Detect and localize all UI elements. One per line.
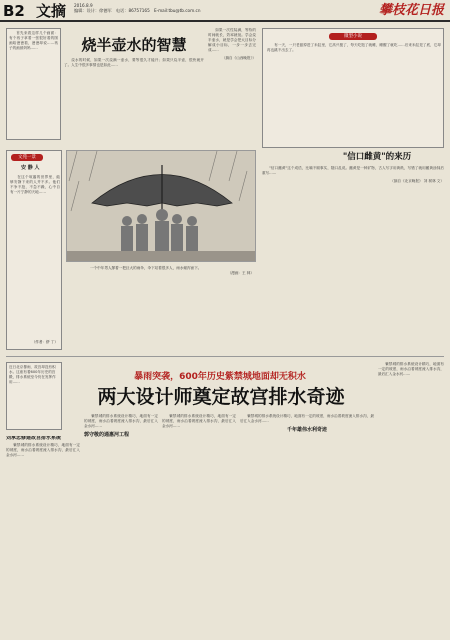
- left-box-text: 在这个喧嚣的世界里，能够安静下来的人并不多。他们不争不抢，不急不躁，心中自有一片宁静的天地……: [10, 175, 60, 194]
- umbrella-illustration: [66, 150, 256, 262]
- bottom-kicker: 暴雨突袭，600年历史紫禁城地面却无积水: [134, 372, 306, 382]
- illustration-credit: （漫画：王 林）: [227, 271, 254, 275]
- header-editor: 编辑：设计：徐德军 电话：86757165 E-mail:tbu@tb.com.cn: [74, 8, 201, 13]
- article-title-1: 烧半壶水的智慧: [81, 36, 187, 54]
- source-1: （摘自《山西晚报》）: [221, 56, 256, 60]
- bottom-right-col: [378, 362, 444, 636]
- subhead-1: 刘承忠修建故宫排水系统: [6, 436, 62, 441]
- left-intro-box: [6, 28, 61, 140]
- illustration-caption-text: 一个中年男人撑着一把巨大的雨伞，伞下站着很多人，雨水倾泻而下。: [90, 266, 202, 270]
- illustration-caption: [90, 266, 254, 276]
- bottom-col-3-text: 紫禁城的排水系统设计精巧，地面有一定的坡度，雨水沿着坡度流入排水沟，最后汇入金水河……: [162, 414, 236, 428]
- right-box-badge: 微型小说: [329, 33, 377, 40]
- header-meta: [74, 3, 200, 13]
- left-box-tag: （作者：舒 丁）: [31, 340, 58, 344]
- left-intro-text: 首先来看这样几个画面：有个孩子拿着一张很好看的图画给爸爸看，爸爸却说……孩子的画被妈妈……: [9, 31, 58, 50]
- article-2-title: "信口雌黄"的来历: [342, 152, 412, 162]
- right-box: [262, 28, 444, 148]
- bottom-intro-box: [6, 362, 62, 430]
- article-1-text: 烧水的时候，如果一次烧满一壶水，要等很久才能开；如果只烧半壶，很快就开了。人生中很多事情也是如此……: [64, 58, 204, 67]
- bottom-intro-text: 近日北京暴雨，故宫却没有积水。这座有着600年历史的宫殿，排水系统至今仍在发挥作用……: [9, 365, 56, 384]
- bottom-right-text: 紫禁城的排水系统设计精巧，地面有一定的坡度，雨水沿着坡度流入排水沟，最后汇入金水河……: [378, 362, 444, 376]
- article-1-text-cont: 如果一次性装满，等待的时间就长，效率就低。学会烧半壶水，就是学会把大目标分解成小目标，一步一步去完成……: [208, 28, 256, 52]
- article-2-body: [262, 166, 444, 352]
- right-box-body: [267, 43, 441, 145]
- bottom-title: 两大设计师奠定故宫排水奇迹: [97, 386, 345, 408]
- bottom-col-4: [240, 414, 374, 636]
- newspaper-logo: 攀枝花日报: [378, 3, 444, 18]
- section-name: 文摘: [36, 2, 67, 20]
- bottom-col-2: [84, 414, 158, 636]
- source-2: （摘自《北京晚报》 刘 树林 文）: [390, 179, 444, 183]
- left-box-badge: 文苑一景: [11, 154, 43, 161]
- article-2-text: "信口雌黄"这个成语，比喻不顾事实，随口乱说。雌黄是一种矿物，古人写字用黄纸，写错了就用雌黄涂抹后重写……: [262, 166, 444, 175]
- right-box-text: 有一天，一只老鼠掉进了米缸里，它高兴极了，每天吃饱了就睡，睡醒了就吃……后来米缸见了底，它却再也跳不出去了。: [267, 43, 441, 52]
- bottom-col-1: [6, 436, 80, 636]
- umbrella-rain-image: [67, 151, 256, 262]
- subhead-3: 千年雄伟水利奇迹: [286, 427, 327, 433]
- article-1-body: [64, 58, 204, 146]
- left-box-body: [10, 175, 60, 335]
- page-number: B2: [3, 2, 25, 20]
- left-box: [6, 150, 62, 350]
- bottom-col-3: [162, 414, 236, 636]
- bottom-col-4-text: 紫禁城的排水系统设计精巧，地面有一定的坡度，雨水沿着坡度流入排水沟，最后汇入金水河……: [240, 414, 374, 423]
- bottom-col-2-text: 紫禁城的排水系统设计精巧，地面有一定的坡度，雨水沿着坡度流入排水沟，最后汇入金水河……: [84, 414, 158, 428]
- section-divider: [6, 356, 444, 357]
- article-1-col3: [208, 28, 256, 146]
- header-date: 2016.8.9: [74, 3, 93, 8]
- subhead-2: 郭守敬的通惠河工程: [84, 432, 130, 438]
- bottom-col-1-text: 紫禁城的排水系统设计精巧，地面有一定的坡度，雨水沿着坡度流入排水沟，最后汇入金水河……: [6, 443, 80, 457]
- left-box-head: 安 静 人: [21, 165, 40, 171]
